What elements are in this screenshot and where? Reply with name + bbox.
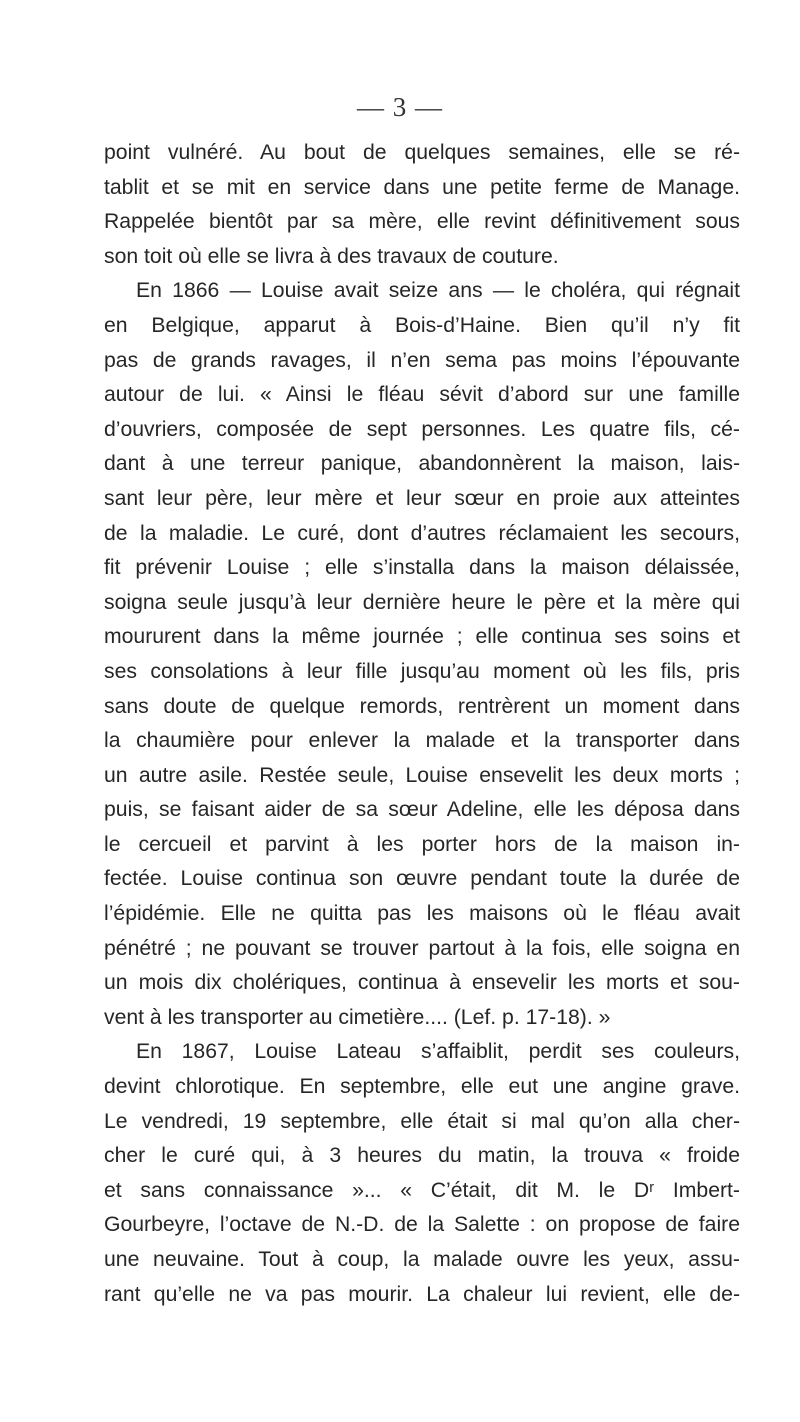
text-line: un mois dix cholériques, continua à ensevelir les morts et sou- [104, 971, 740, 995]
text-line: cher le curé qui, à 3 heures du matin, la trouva « froide [104, 1144, 740, 1168]
text-line: fit prévenir Louise ; elle s’installa dans la maison délaissée, [104, 556, 740, 580]
text-line: la chaumière pour enlever la malade et la transporter dans [104, 729, 740, 753]
text-line: sans doute de quelque remords, rentrèrent un moment dans [104, 694, 740, 718]
text-line: sant leur père, leur mère et leur sœur en proie aux atteintes [104, 486, 740, 510]
text-line: Gourbeyre, l’octave de N.-D. de la Salette : on propose de faire [104, 1213, 740, 1237]
text-line: En 1867, Louise Lateau s’affaiblit, perdit ses couleurs, [136, 1040, 740, 1064]
text-line: dant à une terreur panique, abandonnèrent la maison, lais- [104, 452, 740, 476]
page-number: — 3 — [357, 92, 443, 122]
text-line: d’ouvriers, composée de sept personnes. Les quatre fils, cé- [104, 417, 740, 441]
text-line: moururent dans la même journée ; elle continua ses soins et [104, 625, 740, 649]
text-line: pas de grands ravages, il n’en sema pas moins l’épouvante [104, 348, 740, 372]
text-line: Rappelée bientôt par sa mère, elle revint définitivement sous [104, 210, 740, 234]
text-line: l’épidémie. Elle ne quitta pas les maisons où le fléau avait [104, 902, 740, 926]
text-line: En 1866 — Louise avait seize ans — le choléra, qui régnait [136, 279, 740, 303]
text-line: fectée. Louise continua son œuvre pendant toute la durée de [104, 867, 740, 891]
text-line: de la maladie. Le curé, dont d’autres réclamaient les secours, [104, 521, 740, 545]
text-line: point vulnéré. Au bout de quelques semaines, elle se ré- [104, 141, 740, 164]
text-line: une neuvaine. Tout à coup, la malade ouvre les yeux, assu- [104, 1248, 740, 1271]
text-line: et sans connaissance »... « C’était, dit M. le Dʳ Imbert- [104, 1178, 740, 1202]
text-line: rant qu’elle ne va pas mourir. La chaleur lui revient, elle de- [104, 1282, 740, 1306]
text-line: ses consolations à leur fille jusqu’au moment où les fils, pris [104, 659, 740, 683]
text-line: soigna seule jusqu’à leur dernière heure le père et la mère qui [104, 590, 740, 614]
text-line: Le vendredi, 19 septembre, elle était si mal qu’on alla cher- [104, 1109, 740, 1133]
text-line: pénétré ; ne pouvant se trouver partout à la fois, elle soigna en [104, 936, 740, 960]
text-line: le cercueil et parvint à les porter hors de la maison in- [104, 832, 740, 856]
text-line: puis, se faisant aider de sa sœur Adeline, elle les déposa dans [104, 798, 740, 822]
text-line: en Belgique, apparut à Bois-d’Haine. Bien qu’il n’y fit [104, 313, 740, 337]
text-line: autour de lui. « Ainsi le fléau sévit d’abord sur une famille [104, 383, 740, 407]
text-line: devint chlorotique. En septembre, elle eut une angine grave. [104, 1075, 740, 1099]
body-text [104, 136, 740, 1312]
text-line: son toit où elle se livra à des travaux de couture. [104, 244, 559, 268]
text-line: tablit et se mit en service dans une petite ferme de Manage. [104, 175, 740, 199]
text-line: vent à les transporter au cimetière.... (Lef. p. 17-18). » [104, 1005, 611, 1029]
text-line: un autre asile. Restée seule, Louise ensevelit les deux morts ; [104, 763, 740, 787]
